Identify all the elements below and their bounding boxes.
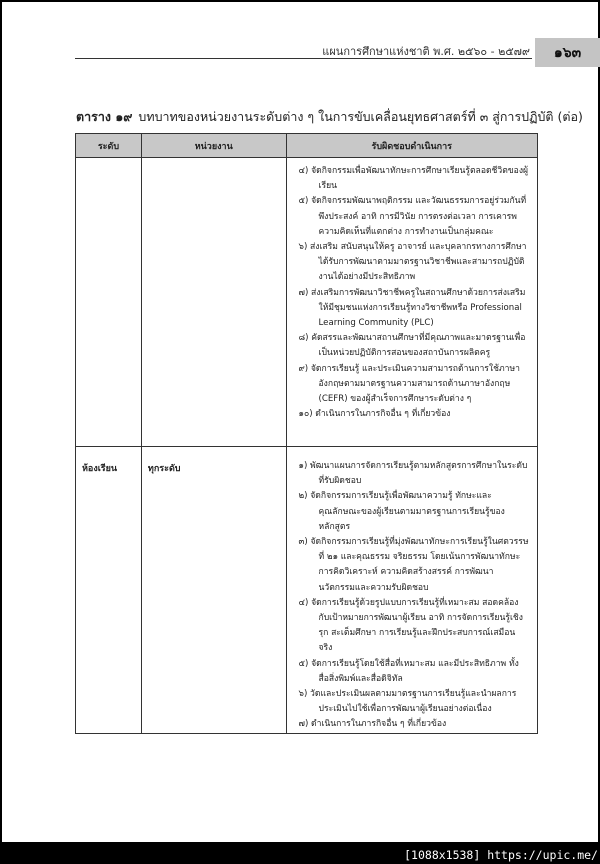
table-header-row (76, 134, 538, 158)
list-item: ๘) คัดสรรและพัฒนาสถานศึกษาที่มีคุณภาพและมาตรฐานเพื่อเป็นหน่วยปฏิบัติการสอนของสถาบันการผลิตครู (298, 333, 526, 359)
list-item: ๗) ส่งเสริมการพัฒนาวิชาชีพครูในสถานศึกษาด้วยการส่งเสริมให้มีชุมชนแห่งการเรียนรู้ทางวิชาชีพหรือ Professional Learning Community (PLC) (298, 287, 526, 329)
list-item: ๓) จัดกิจกรรมการเรียนรู้ที่มุ่งพัฒนาทักษะการเรียนรู้ในศตวรรษที่ ๒๑ และคุณธรรม จริยธรรม โดยเน้นการพัฒนาทักษะ การคิดวิเคราะห์ ความคิดสร้างสรรค์ การพัฒนานวัตกรรมและความรับผิดชอบ (298, 537, 529, 593)
header-level: ระดับ (76, 134, 142, 158)
header-responsibility: รับผิดชอบดำเนินการ (286, 134, 537, 158)
list-item: ๙) จัดการเรียนรู้ และประเมินความสามารถด้านการใช้ภาษาอังกฤษตามมาตรฐานความสามารถด้านภาษาอังกฤษ (CEFR) ของผู้สำเร็จการศึกษาระดับต่าง ๆ (298, 363, 520, 405)
list-item: ๔) จัดกิจกรรมเพื่อพัฒนาทักษะการศึกษาเรียนรู้ตลอดชีวิตของผู้เรียน (298, 166, 529, 192)
cell-level (76, 158, 142, 447)
list-item: ๖) วัดและประเมินผลตามมาตรฐานการเรียนรู้และนำผลการประเมินไปใช้เพื่อการพัฒนาผู้เรียนอย่างต่อเนื่อง (298, 689, 517, 715)
list-item: ๑) พัฒนาแผนการจัดการเรียนรู้ตามหลักสูตรการศึกษาในระดับที่รับผิดชอบ (298, 461, 528, 487)
list-item: ๑๐) ดำเนินการในภารกิจอื่น ๆ ที่เกี่ยวข้อง (298, 409, 451, 420)
table-caption (76, 107, 583, 127)
responsibility-list (287, 447, 537, 733)
cell-unit: ทุกระดับ (141, 447, 286, 734)
list-item: ๔) จัดการเรียนรู้ด้วยรูปแบบการเรียนรู้ที่เหมาะสม สอดคล้องกับเป้าหมายการพัฒนาผู้เรียน อาทิ การจัดการเรียนรู้เชิงรุก สะเต็มศึกษา การเรียนรู้และฝึกประสบการณ์เสมือนจริง (298, 597, 523, 654)
responsibility-list (287, 158, 537, 422)
table-row (76, 158, 538, 447)
header-rule (75, 58, 532, 59)
roles-table (75, 133, 538, 734)
cell-level: ห้องเรียน (76, 447, 142, 734)
list-item: ๕) จัดการเรียนรู้โดยใช้สื่อที่เหมาะสม และมีประสิทธิภาพ ทั้งสื่อสิ่งพิมพ์และสื่อดิจิทัล (298, 658, 519, 684)
header-unit: หน่วยงาน (141, 134, 286, 158)
table-row (76, 447, 538, 734)
list-item: ๕) จัดกิจกรรมพัฒนาพฤติกรรม และวัฒนธรรมการอยู่ร่วมกันที่พึงประสงค์ อาทิ การมีวินัย การตรงต่อเวลา การเคารพความคิดเห็นที่แตกต่าง การทำงานเป็นกลุ่มคณะ (298, 196, 527, 237)
document-page (2, 2, 598, 842)
caption-text: บทบาทของหน่วยงานระดับต่าง ๆ ในการขับเคลื่อนยุทธศาสตร์ที่ ๓ สู่การปฏิบัติ (ต่อ) (138, 109, 583, 124)
list-item: ๗) ดำเนินการในภารกิจอื่น ๆ ที่เกี่ยวข้อง (298, 719, 447, 730)
cell-unit (141, 158, 286, 447)
running-header: แผนการศึกษาแห่งชาติ พ.ศ. ๒๕๖๐ - ๒๕๗๙ (322, 45, 530, 58)
list-item: ๒) จัดกิจกรรมการเรียนรู้เพื่อพัฒนาความรู้ ทักษะและคุณลักษณะของผู้เรียนตามมาตรฐานการเรียนรู้ของหลักสูตร (298, 491, 505, 532)
cell-responsibility (286, 158, 537, 447)
page-number-tab: ๑๖๓ (535, 38, 600, 67)
caption-label: ตาราง ๑๙ (76, 109, 133, 124)
cell-responsibility (286, 447, 537, 734)
image-watermark: [1088x1538] https://upic.me/ (404, 848, 598, 862)
list-item: ๖) ส่งเสริม สนับสนุนให้ครู อาจารย์ และบุคลากรทางการศึกษาได้รับการพัฒนาตามมาตรฐานวิชาชีพและสามารถปฏิบัติงานได้อย่างมีประสิทธิภาพ (298, 242, 527, 283)
